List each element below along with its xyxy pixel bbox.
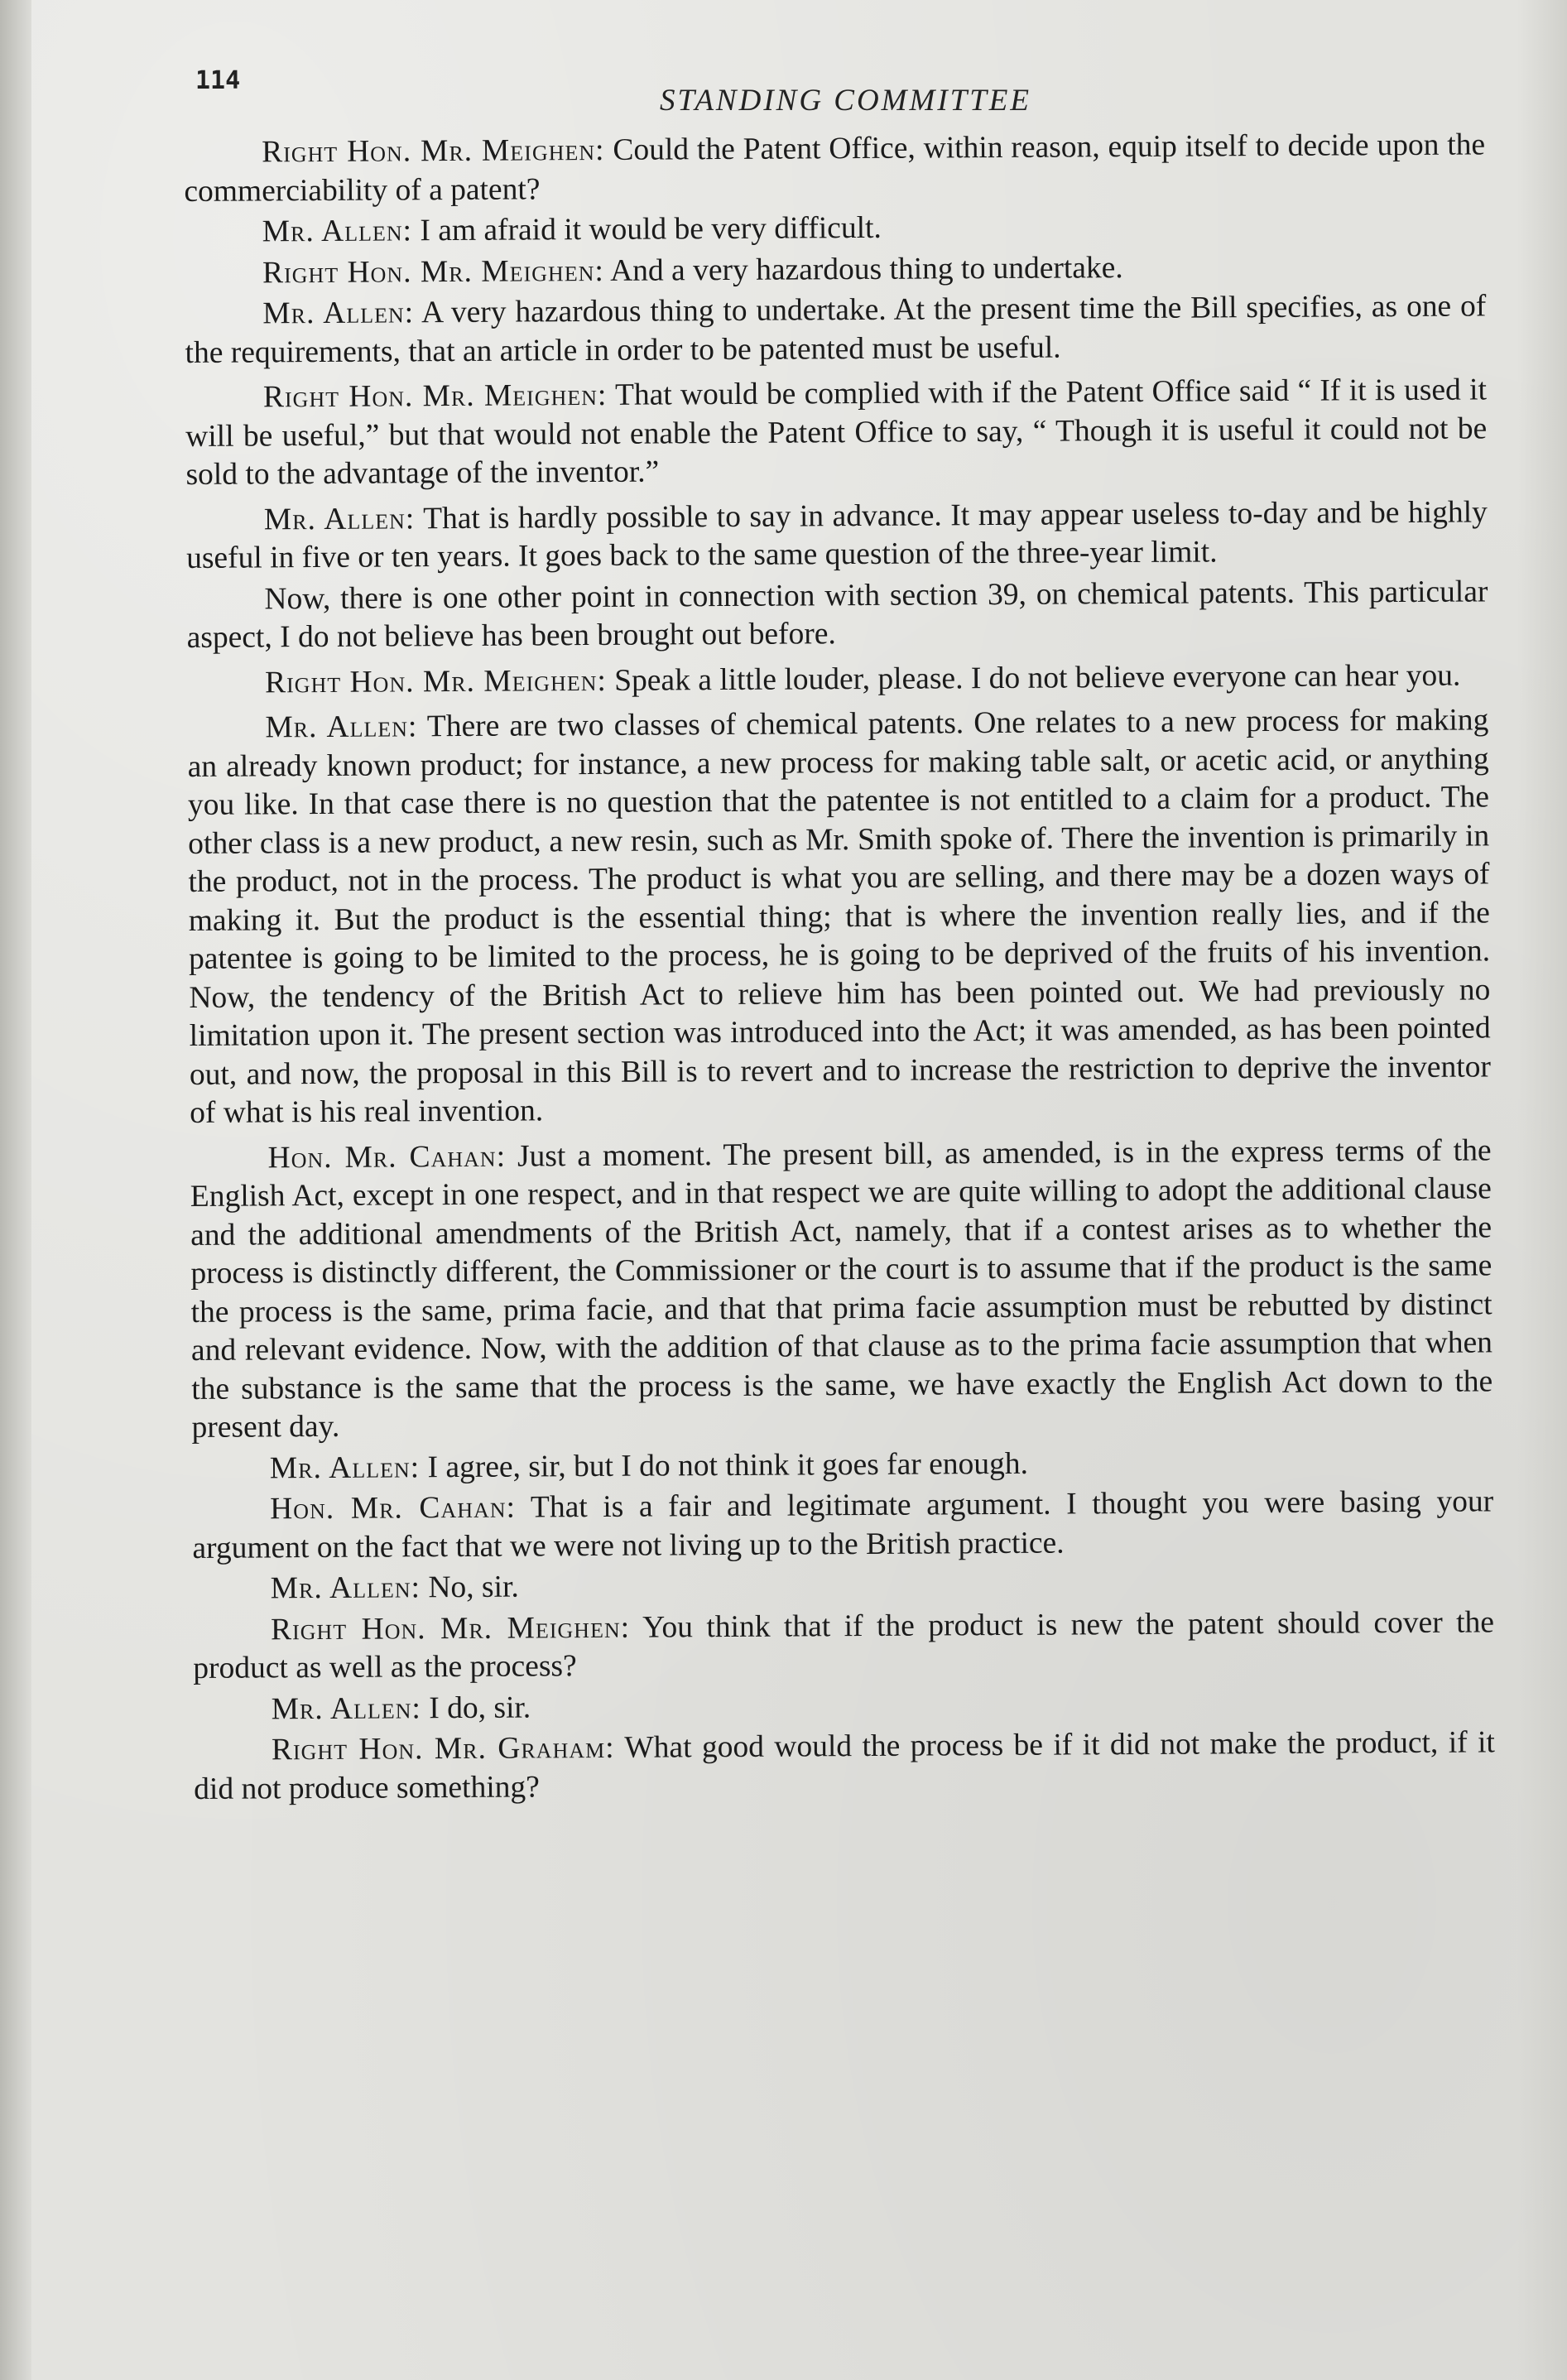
paragraph: [193, 1683, 1494, 1729]
speech-text: That would be complied with if the Patent Office said “ If it is used it will be useful,” but that would not enable the Patent Office to say, “ Though it is useful it could not be sold to the advantage of the inventor.”: [185, 373, 1488, 492]
speaker-label: Hon. Mr. Cahan:: [267, 1139, 507, 1175]
speech-text: What good would the process be if it did not make the product, if it did not produce something?: [194, 1725, 1496, 1806]
speaker-label: Right Hon. Mr. Graham:: [271, 1730, 615, 1767]
running-head: STANDING COMMITTEE: [659, 84, 1032, 118]
speaker-label: Right Hon. Mr. Meighen:: [262, 253, 604, 290]
speaker-label: Mr. Allen:: [262, 296, 415, 331]
speech-text: There are two classes of chemical patents. One relates to a new process for making an already known product; for instance, a new process for making table salt, or acetic acid, or anything you like. In that case there is no question that the patentee is not entitled to a claim for a product. The other class is a new product, a new resin, such as Mr. Smith spoke of. There the invention is primarily in the product, not in the process. The product is what you are selling, and there may be a dozen ways of making it. But the product is the essential thing; that is where the invention really lies, and if the patentee is going to be limited to the process, he is going to be deprived of the fruits of his invention. Now, the tendency of the British Act to relieve him has been pointed out. We had previously no limitation upon it. The present section was introduced into the Act; it was amended, as has been pointed out, and now, the proposal in this Bill is to revert and to increase the restriction to deprive the inventor of what is his real invention.: [187, 703, 1492, 1130]
speaker-label: Mr. Allen:: [271, 1690, 422, 1726]
speaker-label: Mr. Allen:: [263, 501, 416, 536]
speaker-label: Hon. Mr. Cahan:: [270, 1490, 517, 1527]
paragraph: [185, 205, 1486, 252]
transcript-body: [184, 126, 1495, 1811]
paragraph: [192, 1483, 1494, 1568]
speaker-label: Mr. Allen:: [269, 1450, 421, 1485]
speaker-label: Right Hon. Mr. Meighen:: [264, 663, 607, 700]
speech-text: Just a moment. The present bill, as amended, is in the express terms of the English Act, except in one respect, and in that respect we are quite willing to adopt the additional clause and the additional amendments of the British Act, namely, that if a contest arises as to whether the process is distinctly different, the Commissioner or the court is to assume that if the product is the same the process is the same, prima facie, and that that prima facie assumption must be rebutted by distinct and relevant evidence. Now, with the addition of that clause as to the prima facie assumption that when the substance is the same that the process is the same, we have exactly the English Act down to the present day.: [190, 1132, 1493, 1445]
speech-text: I do, sir.: [429, 1690, 531, 1725]
paragraph: [187, 656, 1488, 703]
speech-text: And a very hazardous thing to undertake.: [610, 250, 1123, 288]
paragraph: [184, 126, 1486, 211]
speech-text: You think that if the product is new the patent should cover the product as well as the process?: [193, 1604, 1495, 1685]
page-edge-shadow: [1517, 0, 1567, 2380]
speech-text: That is a fair and legitimate argument. I thought you were basing your argument on the fact that we were not living up to the British practice.: [192, 1484, 1494, 1565]
paragraph: [185, 247, 1486, 293]
speaker-label: Mr. Allen:: [262, 214, 413, 249]
speech-text: No, sir.: [428, 1570, 519, 1605]
speech-text: That is hardly possible to say in advance. It may appear useless to-day and be highly useful in five or ten years. It goes back to the same question of the three-year limit.: [186, 494, 1488, 575]
speech-text: A very hazardous thing to undertake. At the present time the Bill specifies, as one of the requirements, that an article in order to be patented must be useful.: [185, 289, 1487, 370]
speaker-label: Mr. Allen:: [270, 1570, 421, 1606]
speaker-label: Mr. Allen:: [265, 709, 418, 745]
page-number: 114: [195, 66, 241, 95]
paragraph: [190, 1132, 1492, 1448]
speaker-label: Right Hon. Mr. Meighen:: [270, 1610, 631, 1647]
paragraph: [194, 1724, 1496, 1809]
page-binding-shadow: [0, 0, 31, 2380]
paragraph: [185, 287, 1487, 373]
paragraph: [193, 1603, 1495, 1689]
speech-text: Speak a little louder, please. I do not believe everyone can hear you.: [614, 658, 1461, 698]
paragraph: [187, 701, 1491, 1132]
paragraph: [193, 1562, 1494, 1608]
paragraph: [186, 493, 1488, 579]
speech-text: Now, there is one other point in connection with section 39, on chemical patents. This particular aspect, I do not believe has been brought out before.: [186, 574, 1488, 655]
speech-text: Could the Patent Office, within reason, equip itself to decide upon the commerciability of a patent?: [184, 127, 1486, 209]
speaker-label: Right Hon. Mr. Meighen:: [262, 132, 605, 170]
paragraph: [185, 371, 1488, 494]
speech-text: I am afraid it would be very difficult.: [420, 210, 882, 248]
paragraph: [192, 1442, 1493, 1488]
speaker-label: Right Hon. Mr. Meighen:: [262, 377, 608, 415]
paragraph: [186, 573, 1488, 658]
speech-text: I agree, sir, but I do not think it goes far enough.: [427, 1446, 1029, 1484]
